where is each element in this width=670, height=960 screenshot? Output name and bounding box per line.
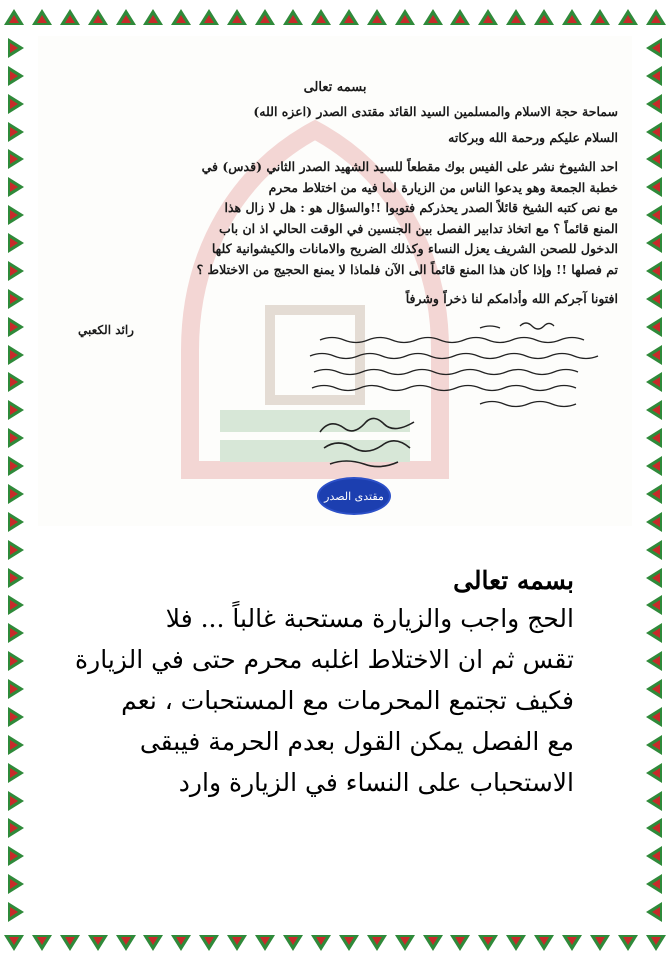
- answer-body: [34, 598, 574, 803]
- ornament-icon: [8, 874, 24, 894]
- ornament-icon: [8, 735, 24, 755]
- ornament-icon: [116, 935, 136, 951]
- ornament-icon: [646, 122, 662, 142]
- answer-line: الاستحباب على النساء في الزيارة وارد: [178, 768, 574, 797]
- ornament-icon: [8, 512, 24, 532]
- ornament-icon: [646, 205, 662, 225]
- ornament-icon: [646, 651, 662, 671]
- ornament-icon: [8, 428, 24, 448]
- ornament-icon: [8, 818, 24, 838]
- ornament-icon: [646, 595, 662, 615]
- ornament-icon: [618, 9, 638, 25]
- ornament-icon: [339, 9, 359, 25]
- ornament-icon: [339, 935, 359, 951]
- ornament-icon: [450, 935, 470, 951]
- ornament-icon: [32, 935, 52, 951]
- ornament-icon: [646, 623, 662, 643]
- ornament-icon: [311, 9, 331, 25]
- ornament-icon: [8, 177, 24, 197]
- ornament-icon: [646, 261, 662, 281]
- ornament-icon: [646, 233, 662, 253]
- ornament-icon: [646, 935, 666, 951]
- ornament-icon: [618, 935, 638, 951]
- ornament-icon: [8, 400, 24, 420]
- ornament-icon: [8, 763, 24, 783]
- ornament-icon: [8, 623, 24, 643]
- ornament-icon: [646, 707, 662, 727]
- ornament-icon: [646, 372, 662, 392]
- ornament-icon: [8, 484, 24, 504]
- ornament-icon: [8, 317, 24, 337]
- letter-line: الدخول للصحن الشريف يعزل النساء وكذلك الضريح والامانات والكيشوانية كلها: [211, 241, 618, 256]
- ornament-icon: [8, 345, 24, 365]
- ornament-icon: [646, 9, 666, 25]
- ornament-icon: [646, 484, 662, 504]
- letter-bismillah: بسمه تعالى: [303, 80, 367, 95]
- answer-line: تقس ثم ان الاختلاط اغلبه محرم حتى في الزيارة: [75, 645, 574, 674]
- ornament-icon: [88, 9, 108, 25]
- ornament-icon: [4, 9, 24, 25]
- ornament-icon: [534, 9, 554, 25]
- ornament-icon: [450, 9, 470, 25]
- ornament-icon: [8, 261, 24, 281]
- ornament-icon: [646, 763, 662, 783]
- ornament-icon: [395, 935, 415, 951]
- ornament-icon: [143, 9, 163, 25]
- ornament-icon: [171, 935, 191, 951]
- letter-line: احد الشيوخ نشر على الفيس بوك مقطعاً للسيد الشهيد الصدر الثاني (قدس) في: [201, 159, 618, 174]
- ornament-icon: [395, 9, 415, 25]
- ornament-icon: [8, 372, 24, 392]
- ornament-icon: [646, 540, 662, 560]
- letter-closing: افتونا آجركم الله وأدامكم لنا ذخراً وشرفاً: [405, 291, 618, 306]
- ornament-icon: [8, 233, 24, 253]
- ornament-icon: [534, 935, 554, 951]
- ornament-icon: [646, 456, 662, 476]
- ornament-icon: [506, 935, 526, 951]
- ornament-icon: [8, 846, 24, 866]
- ornament-icon: [227, 935, 247, 951]
- ornament-icon: [60, 935, 80, 951]
- ornament-icon: [8, 595, 24, 615]
- ornament-icon: [478, 935, 498, 951]
- ornament-icon: [646, 818, 662, 838]
- ornament-icon: [199, 935, 219, 951]
- answer-title: بسمه تعالى: [453, 566, 574, 595]
- ornament-icon: [8, 38, 24, 58]
- border-right: [640, 34, 668, 926]
- ornament-icon: [646, 177, 662, 197]
- ornament-icon: [367, 9, 387, 25]
- ornament-icon: [646, 317, 662, 337]
- ornament-icon: [8, 679, 24, 699]
- ornament-icon: [227, 9, 247, 25]
- ornament-icon: [88, 935, 108, 951]
- official-stamp: [317, 477, 391, 515]
- border-top: [0, 0, 670, 34]
- ornament-icon: [32, 9, 52, 25]
- handwritten-reply: [300, 318, 600, 418]
- ornament-icon: [255, 935, 275, 951]
- border-bottom: [0, 926, 670, 960]
- stamp-text: مقتدى الصدر: [324, 489, 384, 503]
- ornament-icon: [8, 149, 24, 169]
- letter-line: تم فصلها !! وإذا كان هذا المنع قائماً الى الآن فلماذا لا يمنع الحجيج من الاختلاط ؟: [196, 261, 618, 277]
- ornament-icon: [116, 9, 136, 25]
- answer-line: الحج واجب والزيارة مستحبة غالباً ... فلا: [165, 604, 574, 633]
- ornament-icon: [646, 400, 662, 420]
- ornament-icon: [199, 9, 219, 25]
- ornament-icon: [646, 735, 662, 755]
- border-left: [2, 34, 30, 926]
- ornament-icon: [8, 902, 24, 922]
- ornament-icon: [590, 9, 610, 25]
- ornament-icon: [562, 9, 582, 25]
- ornament-icon: [646, 94, 662, 114]
- ornament-icon: [143, 935, 163, 951]
- ornament-icon: [646, 149, 662, 169]
- ornament-icon: [478, 9, 498, 25]
- ornament-icon: [8, 568, 24, 588]
- ornament-icon: [423, 9, 443, 25]
- ornament-icon: [423, 935, 443, 951]
- ornament-icon: [646, 568, 662, 588]
- ornament-icon: [311, 935, 331, 951]
- ornament-icon: [8, 540, 24, 560]
- ornament-icon: [646, 791, 662, 811]
- ornament-icon: [171, 9, 191, 25]
- ornament-icon: [283, 9, 303, 25]
- ornament-icon: [590, 935, 610, 951]
- ornament-icon: [506, 9, 526, 25]
- ornament-icon: [646, 902, 662, 922]
- answer-line: فكيف تجتمع المحرمات مع المستحبات ، نعم: [121, 686, 574, 715]
- ornament-icon: [646, 289, 662, 309]
- ornament-icon: [646, 874, 662, 894]
- ornament-icon: [283, 935, 303, 951]
- letter-line: خطبة الجمعة وهو يدعوا الناس من الزيارة لما فيه من اختلاط محرم: [268, 179, 618, 195]
- ornament-icon: [646, 512, 662, 532]
- letter-greeting: السلام عليكم ورحمة الله وبركاته: [448, 130, 618, 145]
- ornament-icon: [8, 205, 24, 225]
- letter-line: مع نص كتبه الشيخ قائلاً الصدر يحذركم فتوبوا !!والسؤال هو : هل لا زال هذا: [224, 200, 618, 215]
- ornament-icon: [646, 846, 662, 866]
- ornament-icon: [646, 345, 662, 365]
- ornament-icon: [8, 289, 24, 309]
- letter-line: المنع قائماً ؟ مع اتخاذ تدابير الفصل بين الجنسين في الوقت الحالي اذ ان باب: [219, 220, 618, 236]
- signature: [310, 412, 430, 476]
- letter-body: [78, 157, 618, 280]
- ornament-icon: [646, 38, 662, 58]
- ornament-icon: [8, 456, 24, 476]
- ornament-icon: [8, 94, 24, 114]
- ornament-icon: [60, 9, 80, 25]
- answer-line: مع الفصل يمكن القول بعدم الحرمة فيبقى: [139, 727, 574, 756]
- ornament-icon: [367, 935, 387, 951]
- ornament-icon: [4, 935, 24, 951]
- ornament-icon: [562, 935, 582, 951]
- ornament-icon: [646, 428, 662, 448]
- ornament-icon: [8, 122, 24, 142]
- ornament-icon: [8, 651, 24, 671]
- letter-sender: رائد الكعبي: [78, 323, 134, 337]
- ornament-icon: [255, 9, 275, 25]
- letter-addressee: سماحة حجة الاسلام والمسلمين السيد القائد مقتدى الصدر (اعزه الله): [253, 104, 618, 119]
- ornament-icon: [646, 679, 662, 699]
- ornament-icon: [8, 791, 24, 811]
- ornament-icon: [8, 707, 24, 727]
